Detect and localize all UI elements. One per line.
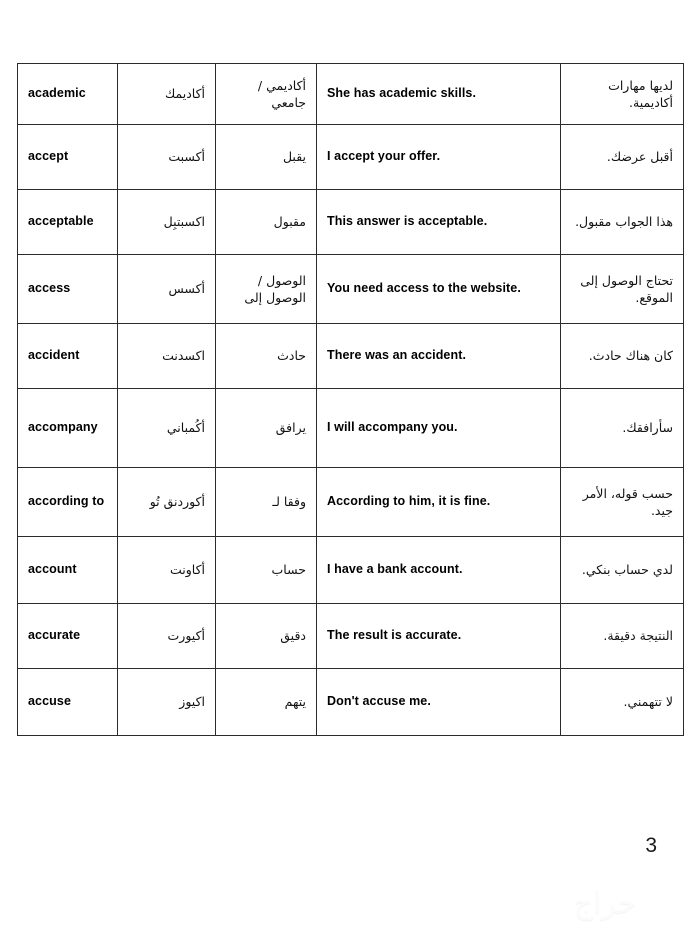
table-row [18, 537, 684, 604]
arabic-sentence-cell: سأرافقك. [561, 389, 684, 468]
arabic-word-cell: وفقا لـ [216, 468, 317, 537]
arabic-word-cell: مقبول [216, 190, 317, 255]
vocabulary-table [17, 63, 684, 736]
english-word-cell: acceptable [18, 190, 118, 255]
transliteration-cell: اكسدنت [118, 324, 216, 389]
watermark: حراج [573, 886, 637, 921]
table-row [18, 64, 684, 125]
transliteration-cell: أكيورت [118, 604, 216, 669]
transliteration-cell: أكسس [118, 255, 216, 324]
arabic-sentence-cell: لا تتهمني. [561, 669, 684, 736]
arabic-word-cell: يرافق [216, 389, 317, 468]
table-row [18, 389, 684, 468]
transliteration-cell: أكاديمك [118, 64, 216, 125]
arabic-sentence-cell: لدي حساب بنكي. [561, 537, 684, 604]
english-sentence-cell: You need access to the website. [317, 255, 561, 324]
english-word-cell: accident [18, 324, 118, 389]
arabic-word-cell: يتهم [216, 669, 317, 736]
arabic-word-cell: أكاديمي / جامعي [216, 64, 317, 125]
arabic-sentence-cell: لديها مهارات أكاديمية. [561, 64, 684, 125]
arabic-sentence-cell: تحتاج الوصول إلى الموقع. [561, 255, 684, 324]
table-row [18, 125, 684, 190]
arabic-word-cell: حساب [216, 537, 317, 604]
english-sentence-cell: There was an accident. [317, 324, 561, 389]
arabic-word-cell: الوصول / الوصول إلى [216, 255, 317, 324]
table-row [18, 468, 684, 537]
english-word-cell: accuse [18, 669, 118, 736]
arabic-sentence-cell: النتيجة دقيقة. [561, 604, 684, 669]
english-word-cell: account [18, 537, 118, 604]
arabic-sentence-cell: كان هناك حادث. [561, 324, 684, 389]
arabic-sentence-cell: حسب قوله، الأمر جيد. [561, 468, 684, 537]
arabic-word-cell: دقيق [216, 604, 317, 669]
arabic-word-cell: حادث [216, 324, 317, 389]
english-sentence-cell: Don't accuse me. [317, 669, 561, 736]
transliteration-cell: أكسبت [118, 125, 216, 190]
transliteration-cell: أكُمباني [118, 389, 216, 468]
table-row [18, 669, 684, 736]
transliteration-cell: اكسبتبِل [118, 190, 216, 255]
arabic-sentence-cell: أقبل عرضك. [561, 125, 684, 190]
english-word-cell: accurate [18, 604, 118, 669]
english-word-cell: accept [18, 125, 118, 190]
english-sentence-cell: I accept your offer. [317, 125, 561, 190]
english-sentence-cell: I will accompany you. [317, 389, 561, 468]
english-sentence-cell: According to him, it is fine. [317, 468, 561, 537]
table-row [18, 324, 684, 389]
arabic-sentence-cell: هذا الجواب مقبول. [561, 190, 684, 255]
table-row [18, 255, 684, 324]
transliteration-cell: اكيوز [118, 669, 216, 736]
vocabulary-table-body [18, 64, 684, 736]
english-word-cell: accompany [18, 389, 118, 468]
english-word-cell: academic [18, 64, 118, 125]
table-row [18, 604, 684, 669]
table-row [18, 190, 684, 255]
english-sentence-cell: She has academic skills. [317, 64, 561, 125]
transliteration-cell: أكوردنق تُو [118, 468, 216, 537]
english-sentence-cell: This answer is acceptable. [317, 190, 561, 255]
page-number: 3 [645, 834, 657, 857]
english-sentence-cell: I have a bank account. [317, 537, 561, 604]
english-word-cell: access [18, 255, 118, 324]
transliteration-cell: أكاونت [118, 537, 216, 604]
english-sentence-cell: The result is accurate. [317, 604, 561, 669]
arabic-word-cell: يقبل [216, 125, 317, 190]
english-word-cell: according to [18, 468, 118, 537]
